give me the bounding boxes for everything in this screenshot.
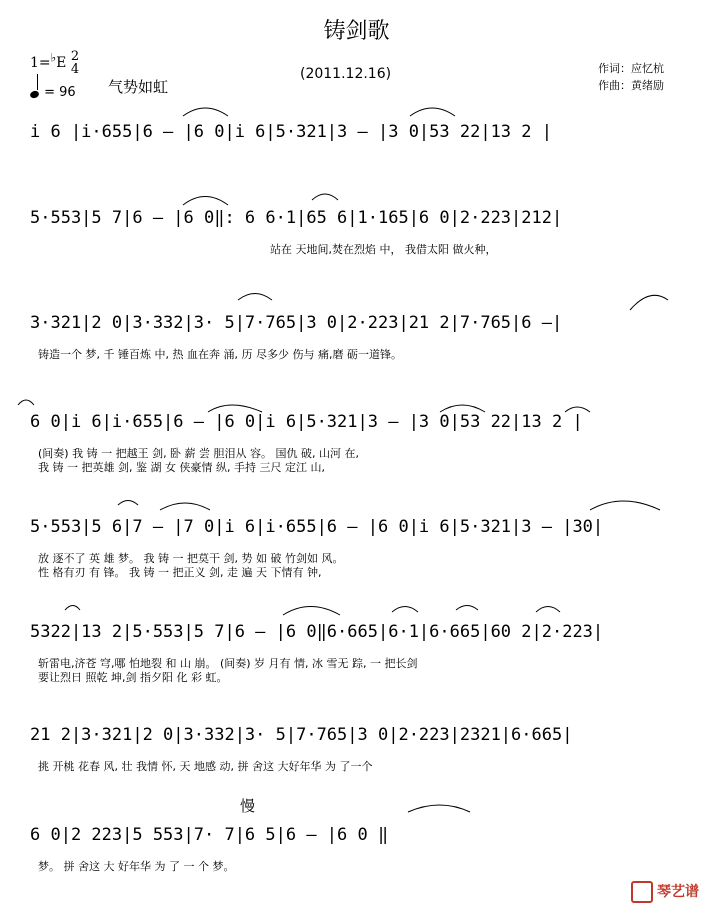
lyric-line: 放 逐不了 英 雄 梦。 我 铸 一 把莫干 剑, 势 如 破 竹剑如 风。: [38, 552, 344, 565]
quarter-note-icon: [29, 90, 40, 100]
lyric-line: 性 格有刃 有 锋。 我 铸 一 把正义 剑, 走 遍 天 下情有 钟,: [38, 566, 322, 579]
lyric-line: 梦。 拼 舍这 大 好年华 为 了 一 个 梦。: [38, 860, 235, 873]
time-bottom: 4: [70, 62, 80, 77]
lyric-line: (间奏) 我 铸 一 把越王 剑, 卧 薪 尝 胆泪从 容。 国仇 破, 山河 在,: [38, 447, 360, 460]
lyric-line: 挑 开桃 花春 风, 壮 我情 怀, 天 地感 动, 拼 舍这 大好年华 为 了一个: [38, 760, 373, 773]
time-top: 2: [70, 49, 80, 64]
flat-sign: ♭: [50, 50, 57, 65]
mood-mark: 气势如虹: [108, 78, 169, 96]
compose-date: (2011.12.16): [300, 66, 392, 82]
lyric-line: 站在 天地间,焚在烈焰 中， 我借太阳 做火种，: [270, 243, 497, 256]
lyric-line: 铸造一个 梦, 千 锤百炼 中, 热 血在奔 涌, 历 尽多少 伤与 痛,磨 砺一道锋。: [38, 348, 402, 361]
lyric-line: 斩雷电,济苍 穹,哪 怕地裂 和 山 崩。 (间奏) 岁 月有 情, 冰 雪无 踪, 一 把长剑: [38, 657, 418, 670]
lyric-line: 我 铸 一 把英雄 剑, 鉴 湖 女 侠豪情 纵, 手持 三尺 定江 山,: [38, 461, 325, 474]
lyricist-credit: 作词：应忆杭: [598, 62, 664, 75]
tempo-mark: [30, 80, 76, 100]
lyric-line: 要让烈日 照乾 坤,剑 指夕阳 化 彩 虹。: [38, 671, 228, 684]
notation-row: 6 0|i 6|i·655|6 – |6 0|i 6|5·321|3 – |3 0|53 22|13 2 |: [30, 412, 583, 432]
key-signature: [30, 50, 79, 76]
note-stem-icon: [37, 74, 38, 90]
notation-row: 3·321|2 0|3·332|3· 5|7·765|3 0|2·223|21 2|7·765|6 –|: [30, 313, 563, 333]
watermark-text: 琴艺谱: [657, 884, 699, 900]
notation-row: 5·553|5 7|6 – |6 0‖: 6 6·1|65 6|1·165|6 0|2·223|212|: [30, 208, 563, 228]
song-title: 铸剑歌: [323, 19, 390, 44]
notation-row: 5322|13 2|5·553|5 7|6 – |6 0‖6·665|6·1|6·665|60 2|2·223|: [30, 622, 604, 642]
notation-row: 6 0|2 223|5 553|7· 7|6 5|6 – |6 0 ‖: [30, 825, 389, 845]
piano-logo-icon: [631, 881, 653, 903]
key-prefix: 1=: [30, 55, 51, 71]
notation-row: 21 2|3·321|2 0|3·332|3· 5|7·765|3 0|2·223|2321|6·665|: [30, 725, 573, 745]
time-signature: [71, 50, 79, 76]
watermark: [631, 881, 699, 903]
notation-row: 5·553|5 6|7 – |7 0|i 6|i·655|6 – |6 0|i 6|5·321|3 – |30|: [30, 517, 604, 537]
key-note: E: [56, 55, 67, 71]
composer-credit: 作曲：黄绪励: [598, 79, 664, 92]
notation-row: i 6 |i·655|6 – |6 0|i 6|5·321|3 – |3 0|53 22|13 2 |: [30, 122, 552, 142]
slow-mark: 慢: [240, 797, 256, 815]
tempo-value: = 96: [44, 85, 76, 100]
